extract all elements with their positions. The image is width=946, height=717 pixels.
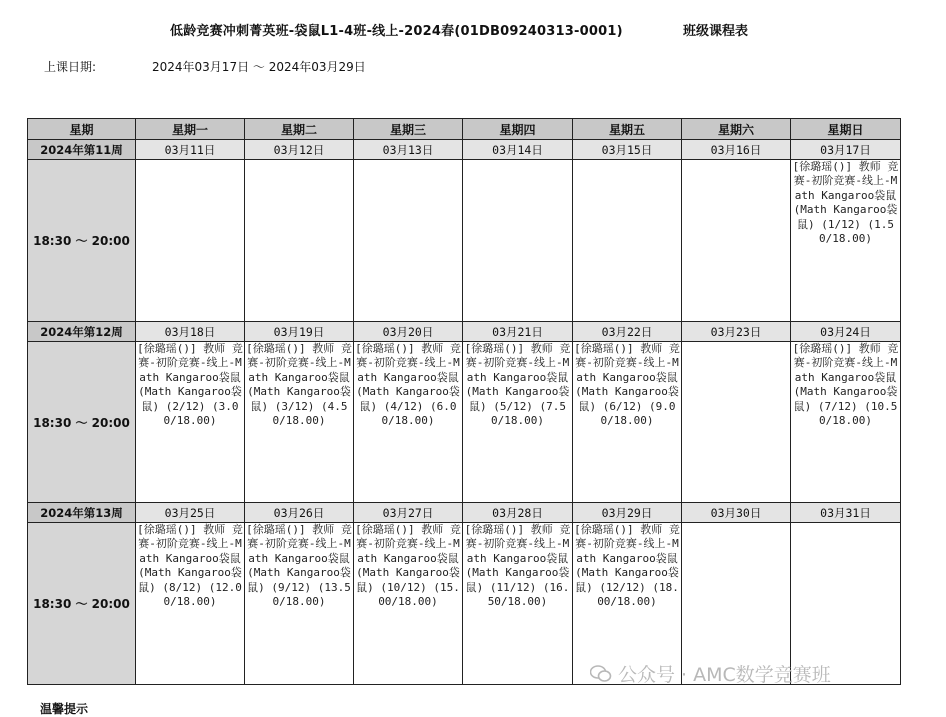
column-header-weekday: 星期 [28,119,136,140]
date-cell: 03月21日 [463,322,573,342]
week-row [28,322,901,342]
date-cell: 03月13日 [354,140,463,160]
date-range: 2024年03月17日 ～ 2024年03月29日 [152,60,366,74]
session-cell [136,160,245,322]
watermark-text: 公众号 · AMC数学竞赛班 [618,664,831,686]
session-cell: [徐璐瑶()] 教师 竞赛-初阶竞赛-线上-Math Kangaroo袋鼠 (Math Kangaroo袋鼠) (4/12) (6.00/18.00) [354,342,463,503]
wechat-icon [590,665,612,683]
time-slot: 18:30 ～ 20:00 [28,160,136,322]
date-cell: 03月26日 [245,503,354,523]
session-cell [463,160,573,322]
session-cell [682,160,791,322]
week-row [28,503,901,523]
session-cell: [徐璐瑶()] 教师 竞赛-初阶竞赛-线上-Math Kangaroo袋鼠 (Math Kangaroo袋鼠) (3/12) (4.50/18.00) [245,342,354,503]
time-slot: 18:30 ～ 20:00 [28,342,136,503]
schedule-table [27,118,901,685]
session-cell: [徐璐瑶()] 教师 竞赛-初阶竞赛-线上-Math Kangaroo袋鼠 (Math Kangaroo袋鼠) (10/12) (15.00/18.00) [354,523,463,685]
date-cell: 03月31日 [791,503,901,523]
date-cell: 03月28日 [463,503,573,523]
session-cell: [徐璐瑶()] 教师 竞赛-初阶竞赛-线上-Math Kangaroo袋鼠 (Math Kangaroo袋鼠) (6/12) (9.00/18.00) [573,342,682,503]
column-header-saturday: 星期六 [682,119,791,140]
session-cell: [徐璐瑶()] 教师 竞赛-初阶竞赛-线上-Math Kangaroo袋鼠 (Math Kangaroo袋鼠) (7/12) (10.50/18.00) [791,342,901,503]
column-header-wednesday: 星期三 [354,119,463,140]
date-cell: 03月20日 [354,322,463,342]
week-label: 2024年第11周 [28,140,136,160]
schedule-subtitle: 班级课程表 [683,24,749,39]
session-cell: [徐璐瑶()] 教师 竞赛-初阶竞赛-线上-Math Kangaroo袋鼠 (Math Kangaroo袋鼠) (2/12) (3.00/18.00) [136,342,245,503]
column-header-tuesday: 星期二 [245,119,354,140]
date-cell: 03月11日 [136,140,245,160]
session-cell: [徐璐瑶()] 教师 竞赛-初阶竞赛-线上-Math Kangaroo袋鼠 (Math Kangaroo袋鼠) (11/12) (16.50/18.00) [463,523,573,685]
date-cell: 03月27日 [354,503,463,523]
session-cell: [徐璐瑶()] 教师 竞赛-初阶竞赛-线上-Math Kangaroo袋鼠 (Math Kangaroo袋鼠) (1/12) (1.50/18.00) [791,160,901,322]
date-cell: 03月12日 [245,140,354,160]
column-header-friday: 星期五 [573,119,682,140]
date-cell: 03月22日 [573,322,682,342]
date-cell: 03月18日 [136,322,245,342]
date-cell: 03月29日 [573,503,682,523]
session-cell: [徐璐瑶()] 教师 竞赛-初阶竞赛-线上-Math Kangaroo袋鼠 (Math Kangaroo袋鼠) (9/12) (13.50/18.00) [245,523,354,685]
column-header-sunday: 星期日 [791,119,901,140]
schedule-title: 低龄竞赛冲刺菁英班-袋鼠L1-4班-线上-2024春(01DB09240313-0001) [170,24,623,39]
session-cell: [徐璐瑶()] 教师 竞赛-初阶竞赛-线上-Math Kangaroo袋鼠 (Math Kangaroo袋鼠) (5/12) (7.50/18.00) [463,342,573,503]
session-cell [245,160,354,322]
footer-note: 温馨提示 [40,702,89,716]
date-cell: 03月17日 [791,140,901,160]
session-cell [682,342,791,503]
week-label: 2024年第12周 [28,322,136,342]
date-cell: 03月23日 [682,322,791,342]
session-cell [354,160,463,322]
watermark [590,660,831,687]
date-cell: 03月25日 [136,503,245,523]
week-row [28,140,901,160]
week-label: 2024年第13周 [28,503,136,523]
session-row [28,160,901,322]
time-slot: 18:30 ～ 20:00 [28,523,136,685]
column-header-thursday: 星期四 [463,119,573,140]
session-row [28,342,901,503]
session-cell: [徐璐瑶()] 教师 竞赛-初阶竞赛-线上-Math Kangaroo袋鼠 (Math Kangaroo袋鼠) (12/12) (18.00/18.00) [573,523,682,685]
date-cell: 03月14日 [463,140,573,160]
column-header-monday: 星期一 [136,119,245,140]
session-cell: [徐璐瑶()] 教师 竞赛-初阶竞赛-线上-Math Kangaroo袋鼠 (Math Kangaroo袋鼠) (8/12) (12.00/18.00) [136,523,245,685]
date-cell: 03月19日 [245,322,354,342]
session-cell [573,160,682,322]
date-cell: 03月15日 [573,140,682,160]
date-label: 上课日期: [44,60,97,74]
date-cell: 03月24日 [791,322,901,342]
header-row [28,119,901,140]
date-cell: 03月16日 [682,140,791,160]
date-cell: 03月30日 [682,503,791,523]
